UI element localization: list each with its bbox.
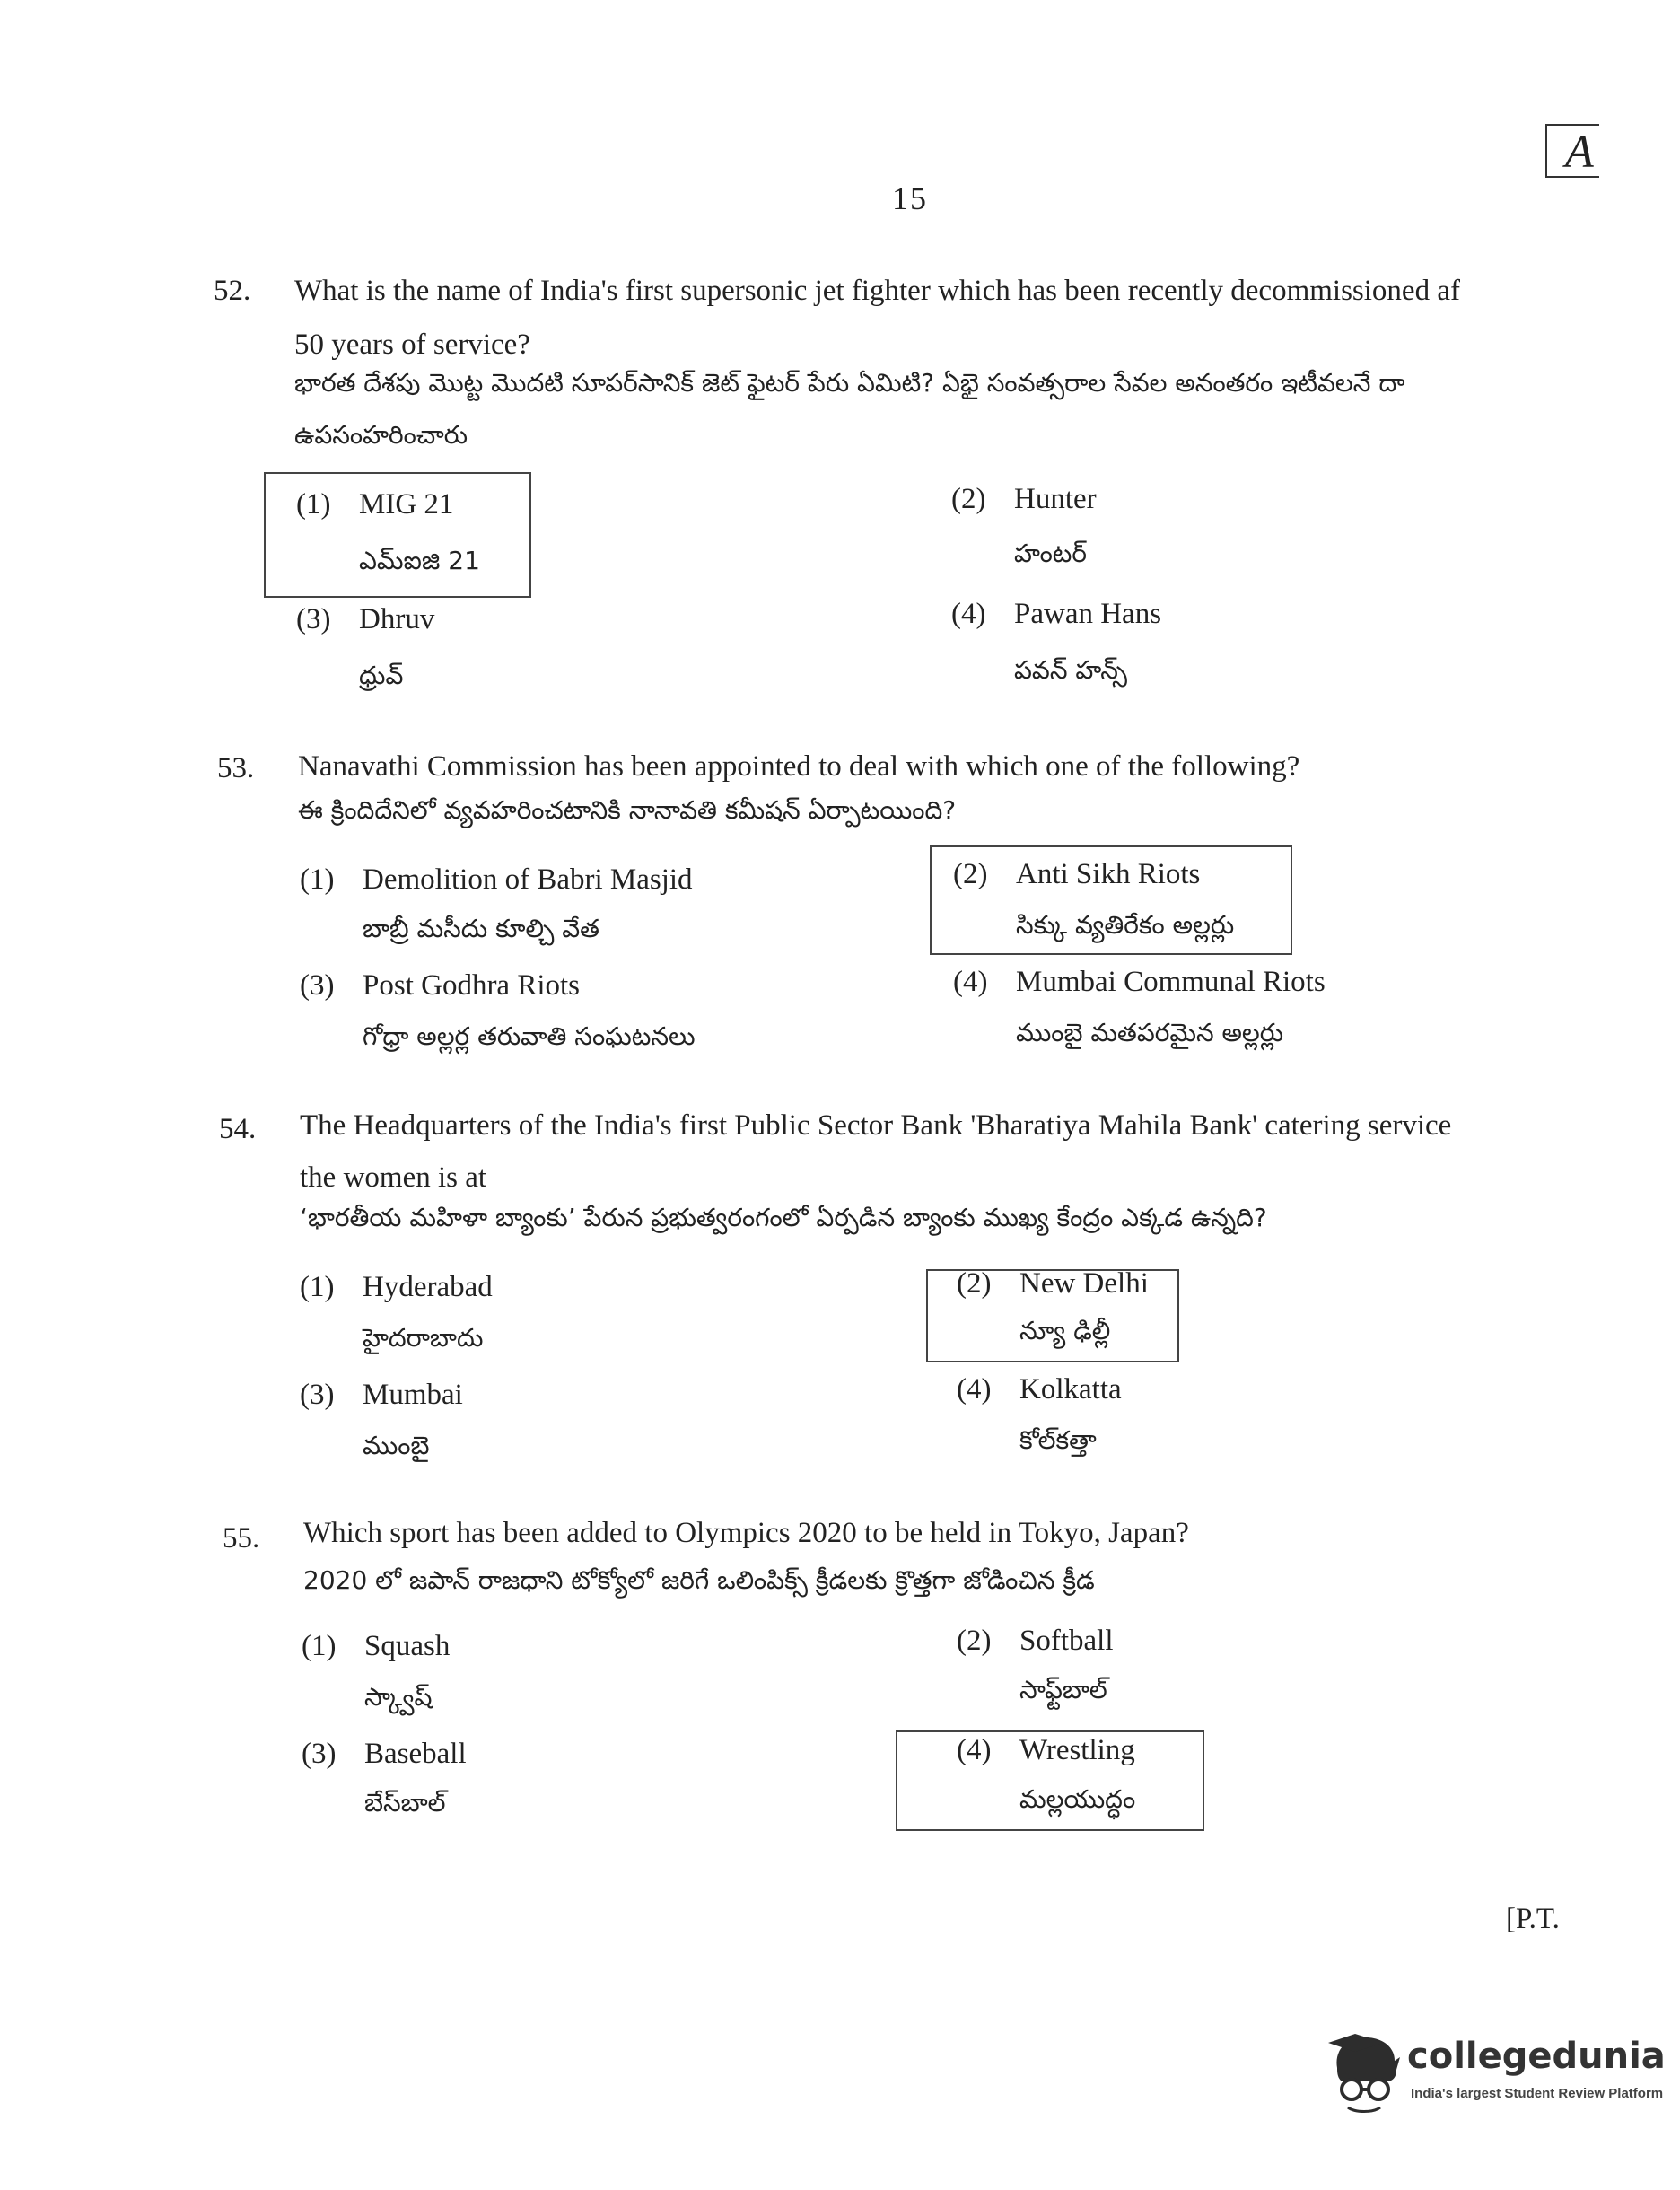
option-telugu: బేస్‌బాల్ xyxy=(364,1788,446,1818)
option-telugu: బాబ్రీ మసీదు కూల్చి వేత xyxy=(363,914,599,943)
question-text-line2: the women is at xyxy=(300,1161,487,1194)
collegedunia-logo xyxy=(1328,2030,1666,2116)
question-text-line2: 50 years of service? xyxy=(294,328,530,361)
option-telugu: మల్లయుద్ధం xyxy=(1019,1784,1136,1814)
option-4 xyxy=(951,598,1161,631)
option-english: Pawan Hans xyxy=(1014,598,1162,630)
option-number: (4) xyxy=(957,1373,992,1406)
option-2 xyxy=(957,1267,1149,1301)
question-text-line1: Which sport has been added to Olympics 2020 to be held in Tokyo, Japan? xyxy=(303,1517,1189,1549)
page-number: 15 xyxy=(892,180,928,216)
question-number: 52. xyxy=(214,275,251,307)
question-telugu-line1: భారత దేశపు మొట్ట మొదటి సూపర్‌సానిక్ జెట్ ఫైటర్ పేరు ఏమిటి? ఏభై సంవత్సరాల సేవల అనంతరం ఇటీవలనే దా xyxy=(294,368,1405,398)
option-number: (3) xyxy=(296,603,331,635)
option-number: (1) xyxy=(300,1271,335,1303)
option-telugu: గోధ్రా అల్లర్ల తరువాతి సంఘటనలు xyxy=(363,1021,696,1051)
option-number: (4) xyxy=(957,1734,992,1766)
option-english: MIG 21 xyxy=(359,488,454,521)
option-telugu: ముంబై మతపరమైన అల్లర్లు xyxy=(1016,1018,1284,1047)
option-english: Baseball xyxy=(364,1738,467,1770)
option-3 xyxy=(300,1379,463,1412)
option-telugu: సిక్కు వ్యతిరేకం అల్లర్లు xyxy=(1016,910,1235,940)
set-label: A xyxy=(1565,127,1594,178)
question-number: 53. xyxy=(217,752,255,784)
option-english: New Delhi xyxy=(1019,1267,1149,1300)
question-number: 54. xyxy=(219,1113,257,1145)
option-4 xyxy=(957,1373,1122,1406)
option-telugu: పవన్ హన్స్ xyxy=(1014,655,1127,685)
option-telugu: సాఫ్ట్‌బాల్ xyxy=(1019,1675,1107,1704)
question-telugu-line1: ‘భారతీయ మహిళా బ్యాంకు’ పేరున ప్రభుత్వరంగంలో ఏర్పడిన బ్యాంకు ముఖ్య కేంద్రం ఎక్కడ ఉన్నది? xyxy=(300,1203,1267,1232)
option-telugu: ముంబై xyxy=(363,1431,430,1460)
option-telugu: న్యూ ఢిల్లీ xyxy=(1019,1316,1111,1345)
option-number: (3) xyxy=(300,969,335,1002)
option-number: (2) xyxy=(957,1625,992,1657)
option-english: Hunter xyxy=(1014,483,1097,515)
question-telugu-line2: ఉపసంహరించారు xyxy=(294,420,468,450)
option-english: Kolkatta xyxy=(1019,1373,1122,1406)
option-3 xyxy=(296,603,434,636)
option-english: Wrestling xyxy=(1019,1734,1135,1766)
option-number: (1) xyxy=(300,863,335,896)
option-telugu: స్క్వాష్ xyxy=(364,1682,433,1712)
option-english: Squash xyxy=(364,1630,451,1662)
option-number: (4) xyxy=(953,966,988,998)
option-english: Mumbai xyxy=(363,1379,463,1411)
option-number: (1) xyxy=(302,1630,337,1662)
question-telugu-line1: 2020 లో జపాన్ రాజధాని టోక్యోలో జరిగే ఒలింపిక్స్ క్రీడలకు క్రొత్తగా జోడించిన క్రీడ xyxy=(303,1565,1095,1595)
option-number: (3) xyxy=(300,1379,335,1411)
option-1 xyxy=(296,488,453,521)
option-english: Mumbai Communal Riots xyxy=(1016,966,1326,998)
option-english: Softball xyxy=(1019,1625,1114,1657)
option-2 xyxy=(951,483,1097,516)
option-number: (1) xyxy=(296,488,331,521)
option-3 xyxy=(302,1738,467,1771)
option-4 xyxy=(957,1734,1135,1767)
option-number: (4) xyxy=(951,598,986,630)
option-2 xyxy=(957,1625,1114,1658)
option-telugu: హంటర్ xyxy=(1014,539,1088,568)
option-number: (2) xyxy=(953,858,988,890)
logo-name: collegedunia xyxy=(1407,2036,1666,2077)
mascot-icon xyxy=(1328,2030,1405,2116)
option-4 xyxy=(953,966,1326,999)
option-telugu: ఎమ్ఐజి 21 xyxy=(359,546,480,575)
option-english: Anti Sikh Riots xyxy=(1016,858,1201,890)
option-number: (2) xyxy=(951,483,986,515)
question-text-line1: Nanavathi Commission has been appointed to deal with which one of the following? xyxy=(298,750,1300,783)
option-1 xyxy=(300,863,693,897)
option-english: Hyderabad xyxy=(363,1271,493,1303)
please-turn-over: [P.T. xyxy=(1506,1903,1560,1935)
question-text-line1: The Headquarters of the India's first Public Sector Bank 'Bharatiya Mahila Bank' catering service xyxy=(300,1109,1452,1142)
option-1 xyxy=(300,1271,493,1304)
option-telugu: కోల్‌కత్తా xyxy=(1019,1425,1097,1455)
option-english: Post Godhra Riots xyxy=(363,969,581,1002)
logo-tagline: India's largest Student Review Platform xyxy=(1411,2086,1664,2101)
option-telugu: ధ్రువ్ xyxy=(359,661,404,690)
option-number: (2) xyxy=(957,1267,992,1300)
option-number: (3) xyxy=(302,1738,337,1770)
option-2 xyxy=(953,858,1200,891)
option-1 xyxy=(302,1630,450,1663)
question-telugu-line1: ఈ క్రిందిదేనిలో వ్యవహరించటానికి నానావతి కమీషన్ ఏర్పాటయింది? xyxy=(298,795,957,825)
option-telugu: హైదరాబాదు xyxy=(363,1323,484,1353)
option-english: Dhruv xyxy=(359,603,435,635)
option-3 xyxy=(300,969,580,1003)
question-number: 55. xyxy=(223,1522,260,1555)
question-text-line1: What is the name of India's first supersonic jet fighter which has been recently decommissioned af xyxy=(294,275,1460,307)
option-english: Demolition of Babri Masjid xyxy=(363,863,693,896)
